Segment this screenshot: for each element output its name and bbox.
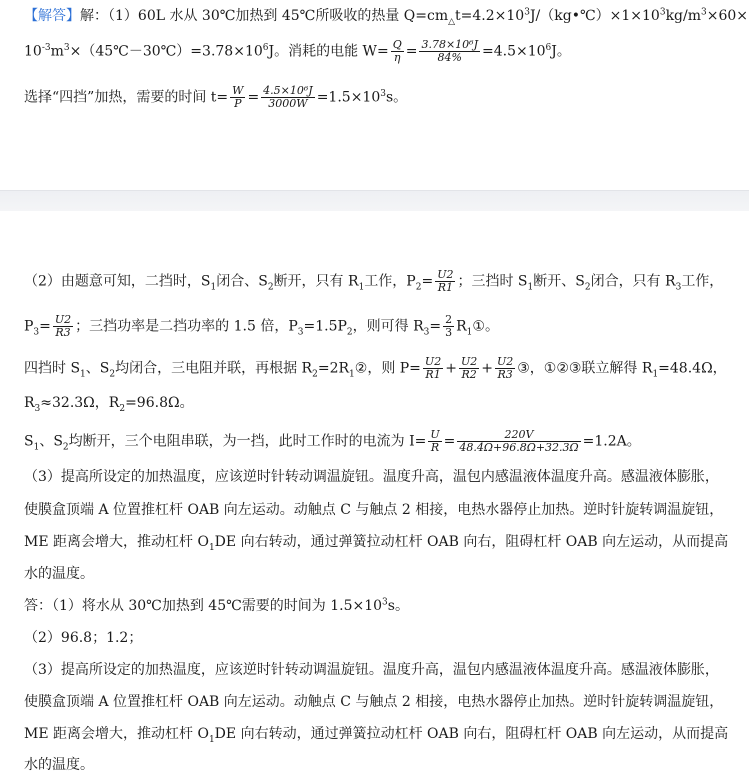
fraction (419, 39, 480, 64)
text-line: （2）96.8；1.2； (24, 630, 143, 646)
text: 2 (109, 369, 116, 380)
text: 均闭合，三电阻并联，再根据 R (115, 360, 313, 377)
text: Q (392, 38, 402, 51)
text: 48.4Ω+96.8Ω+32.3Ω (459, 441, 579, 454)
text: 3 (423, 327, 430, 338)
text: 3 (382, 597, 388, 608)
text: 1 (349, 369, 355, 380)
text: = (247, 89, 260, 106)
text: U2 (424, 355, 442, 368)
text: 解：（1）60L 水从 30℃加热到 45℃所吸收的热量 Q=cm (80, 8, 449, 24)
text: = (421, 273, 434, 290)
text: kg/m (665, 8, 701, 24)
text: ②，则 P= (354, 360, 421, 377)
text: + (481, 360, 493, 377)
text: 断开、S (533, 273, 585, 290)
text: 3 (33, 327, 40, 338)
text: 3 (524, 7, 530, 18)
text: 1 (208, 542, 215, 553)
text: 答：（1）将水从 30℃加热到 45℃需要的时间为 1.5×10 (24, 598, 383, 614)
text-line: （3）提高所设定的加热温度，应该逆时针转动调温旋钮。温度升高，温包内感温液体温度升高。感温液体膨胀， (24, 662, 719, 678)
text-line (24, 531, 731, 553)
fraction (391, 39, 404, 64)
text: =96.8Ω。 (125, 395, 194, 411)
text: 1 (466, 327, 473, 338)
text-line (24, 5, 749, 27)
text: DE 向右转动，通过弹簧拉动杠杆 OAB 向右，阻碍杠杆 OAB 向左运动，从而提高 (214, 726, 729, 742)
text: 选择“四挡”加热，需要的时间 t= (24, 89, 229, 106)
text-line (24, 269, 731, 294)
text: △ (448, 16, 456, 27)
text: = (39, 318, 51, 335)
text-line: （3）提高所设定的加热温度，应该逆时针转动调温旋钮。温度升高，温包内感温液体温度升高。感温液体膨胀， (24, 469, 719, 485)
text: = (429, 318, 442, 335)
text: 2 (445, 313, 453, 326)
text: ≈32.3Ω，R (40, 395, 120, 411)
text-line: 使膜盒顶端 A 位置推杠杆 OAB 向左运动。动触点 C 与触点 2 相接，电热水器停止加热。逆时针旋转调温旋钮， (24, 502, 724, 518)
text: U2 (460, 355, 478, 368)
text: 2 (346, 327, 353, 338)
text: ；三挡功率是二挡功率的 1.5 倍，P (75, 318, 298, 335)
text: ，则可得 R (352, 318, 424, 335)
text: 3 (701, 7, 707, 18)
text: P (24, 318, 34, 335)
text: 、S (85, 360, 110, 377)
text: m (50, 43, 64, 60)
text: -3 (41, 42, 51, 53)
text: 3 (297, 327, 304, 338)
text: t=4.2×10 (455, 8, 525, 24)
text: 1 (652, 369, 659, 380)
text: 、S (39, 433, 63, 450)
text-line (24, 314, 731, 339)
fraction (495, 356, 515, 381)
text: 2 (267, 282, 274, 293)
text: ME 距离会增大，推动杠杆 O (24, 726, 209, 742)
text: 断开，只有 R (273, 273, 359, 290)
text: R (430, 441, 440, 454)
text: R2 (461, 368, 477, 381)
text: 2 (119, 403, 126, 414)
text: ③，①②③联立解得 R (517, 360, 653, 377)
text: DE 向右转动，通过弹簧拉动杠杆 OAB 向右，阻碍杠杆 OAB 向左运动，从而提高 (214, 534, 729, 550)
text: 四挡时 S (24, 360, 81, 377)
text: R3 (55, 326, 71, 339)
text-line (24, 39, 731, 64)
text: U2 (437, 268, 454, 281)
text: ME 距离会增大，推动杠杆 O (24, 534, 209, 550)
text: S (24, 433, 34, 450)
text: =2R (317, 360, 350, 377)
text: =1.2A。 (582, 433, 641, 450)
text: U (430, 428, 440, 441)
text: 1 (358, 282, 365, 293)
text-line (24, 595, 731, 617)
text: 1 (527, 282, 534, 293)
text-line: 水的温度。 (24, 757, 94, 773)
text: s。 (385, 89, 408, 106)
text: R1 (437, 281, 453, 294)
text: 1 (210, 282, 217, 293)
text: 闭合、S (216, 273, 268, 290)
text: 220V (457, 429, 580, 442)
text: 4.5×10⁶J (263, 84, 313, 97)
fraction (459, 356, 479, 381)
text-line (24, 356, 731, 381)
text: U2 (496, 355, 514, 368)
text: ×（45℃－30℃）=3.78×10 (69, 43, 263, 60)
solution-part-1 (0, 0, 749, 190)
text: ；三挡时 S (457, 273, 528, 290)
text: 2 (62, 442, 69, 453)
text: 3 (659, 7, 666, 18)
fraction (53, 314, 73, 339)
text: 1 (208, 734, 215, 745)
text: J。消耗的电能 W= (268, 43, 389, 60)
text: 3 (675, 282, 682, 293)
text-line: 水的温度。 (24, 566, 94, 582)
answer-label: 【解答】 (24, 8, 80, 24)
text: 闭合，只有 R (590, 273, 676, 290)
text-line (24, 85, 731, 110)
text: 3 (445, 326, 453, 339)
text: s。 (387, 598, 409, 614)
text: U2 (54, 313, 72, 326)
fraction (261, 85, 315, 110)
text: R (24, 395, 35, 411)
text-line (24, 723, 731, 745)
text: R1 (425, 368, 441, 381)
fraction (423, 356, 443, 381)
text: 2 (415, 282, 422, 293)
text: = (443, 433, 456, 450)
text: P (234, 97, 242, 110)
text: ①。 (472, 318, 499, 335)
text: η (393, 51, 401, 64)
text: 3000W (268, 97, 308, 110)
text: =4.5×10 (481, 43, 546, 60)
text: J。 (551, 43, 571, 60)
text: =1.5P (303, 318, 347, 335)
text: W (232, 84, 244, 97)
text-line (24, 392, 731, 414)
fraction (457, 429, 580, 454)
text: 3.78×10⁶J (421, 38, 478, 51)
text: R3 (497, 368, 513, 381)
text: 3 (63, 42, 70, 53)
text: 均断开，三个电阻串联，为一挡，此时工作时的电流为 I= (68, 433, 427, 450)
page-separator (0, 190, 749, 212)
fraction (443, 314, 454, 339)
text: 6 (262, 42, 269, 53)
text: R (456, 318, 467, 335)
text: 1 (33, 442, 40, 453)
text: （2）由题意可知，二挡时，S (24, 273, 211, 290)
text: = (405, 43, 418, 60)
text: ×60× (706, 8, 749, 24)
text: 84% (437, 51, 462, 64)
text: 3 (34, 403, 41, 414)
text: 6 (545, 42, 552, 53)
text: 工作， (681, 273, 724, 290)
text: 2 (584, 282, 591, 293)
solution-part-2 (0, 211, 749, 780)
fraction (435, 269, 455, 294)
text: =1.5×10 (316, 89, 381, 106)
text-line (24, 429, 731, 454)
text: + (445, 360, 457, 377)
fraction (230, 85, 245, 110)
text: =48.4Ω， (658, 360, 727, 377)
text: 10 (24, 43, 42, 60)
text: 2 (312, 369, 318, 380)
text: 3 (380, 88, 386, 99)
fraction (428, 429, 441, 454)
text: J/（kg•℃）×1×10 (529, 8, 660, 24)
text: 1 (80, 369, 86, 380)
text-line: 使膜盒顶端 A 位置推杠杆 OAB 向左运动。动触点 C 与触点 2 相接，电热水器停止加热。逆时针旋转调温旋钮， (24, 694, 724, 710)
text: 工作，P (364, 273, 416, 290)
